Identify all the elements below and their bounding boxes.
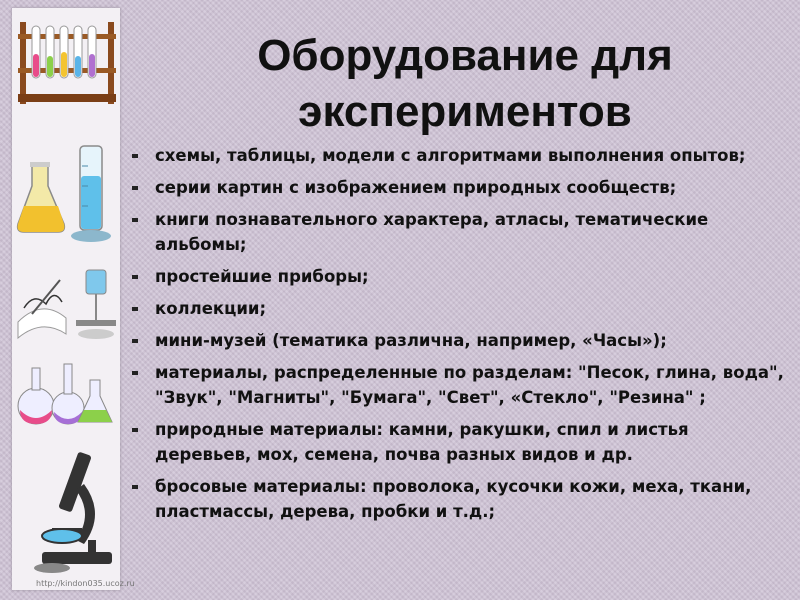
list-item-text: серии картин с изображением природных сообществ;: [155, 178, 677, 197]
test-tube-rack-icon: [12, 12, 120, 112]
list-item-text: бросовые материалы: проволока, кусочки кожи, меха, ткани, пластмассы, дерева, пробки и т.д.;: [155, 477, 752, 521]
list-item-text: мини-музей (тематика различна, например, «Часы»);: [155, 331, 667, 350]
list-item: [130, 417, 790, 467]
list-item-text: книги познавательного характера, атласы, тематические альбомы;: [155, 210, 709, 254]
bullet-icon: [132, 275, 138, 279]
bullet-icon: [132, 428, 138, 432]
list-item: [130, 328, 790, 353]
microscope-icon: [12, 444, 120, 584]
bullet-icon: [132, 186, 138, 190]
flask-and-cylinder-icon: [12, 136, 120, 246]
list-item: [130, 474, 790, 524]
list-item: [130, 175, 790, 200]
list-item-text: материалы, распределенные по разделам: "Песок, глина, вода", "Звук", "Магниты", "Бумага", "Свет", «Стекло", "Резина" ;: [155, 363, 784, 407]
list-item: [130, 264, 790, 289]
list-item: [130, 143, 790, 168]
bullet-icon: [132, 339, 138, 343]
bullet-icon: [132, 218, 138, 222]
list-item-text: природные материалы: камни, ракушки, спил и листья деревьев, мох, семена, почва разных видов и др.: [155, 420, 689, 464]
list-item-text: простейшие приборы;: [155, 267, 369, 286]
slide-title: Оборудование для экспериментов: [257, 31, 673, 136]
decorative-sidebar: [12, 8, 135, 590]
list-item-text: коллекции;: [155, 299, 267, 318]
footer-url: http://kindon035.ucoz.ru: [36, 579, 135, 588]
bullet-icon: [132, 154, 138, 158]
bullet-icon: [132, 371, 138, 375]
list-item: [130, 360, 790, 410]
list-item: [130, 296, 790, 321]
bullet-icon: [132, 307, 138, 311]
colored-flasks-icon: [12, 350, 120, 440]
list-item-text: схемы, таблицы, модели с алгоритмами выполнения опытов;: [155, 146, 746, 165]
list-item: [130, 207, 790, 257]
writing-and-lab-stand-icon: [12, 258, 120, 348]
bullet-icon: [132, 485, 138, 489]
equipment-list: [130, 143, 790, 531]
